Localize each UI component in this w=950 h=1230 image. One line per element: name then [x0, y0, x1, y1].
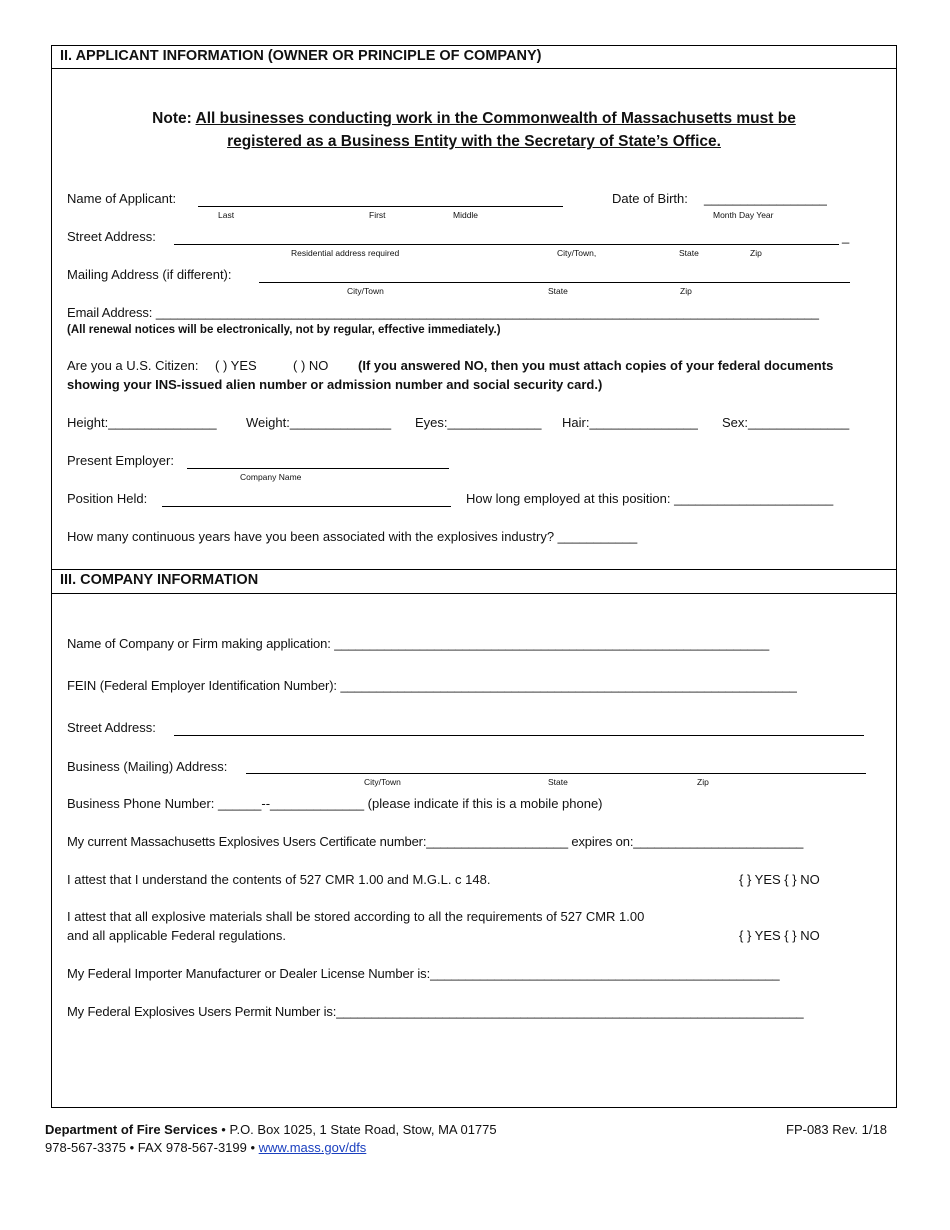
citizen-yes-checkbox[interactable]: ( ) YES: [215, 358, 257, 373]
how-long-field[interactable]: How long employed at this position: ______________________: [466, 491, 834, 506]
attest-1-text: I attest that I understand the contents of 527 CMR 1.00 and M.G.L. c 148.: [67, 872, 491, 887]
name-sub-middle: Middle: [453, 210, 479, 220]
street-sub-state: State: [679, 248, 699, 258]
eyes-field[interactable]: Eyes:_____________: [415, 415, 542, 430]
business-entity-note: [51, 107, 897, 153]
note-prefix: Note:: [152, 110, 196, 127]
business-phone-field[interactable]: Business Phone Number: ______--_____________ (please indicate if this is a mobile phone): [67, 796, 603, 811]
weight-field[interactable]: Weight:______________: [246, 415, 392, 430]
footer-phone-fax: 978-567-3375 • FAX 978-567-3199 •: [45, 1140, 259, 1155]
business-sub-city: City/Town: [364, 777, 401, 787]
importer-license-field[interactable]: My Federal Importer Manufacturer or Dealer License Number is:_________________________________________________: [67, 966, 780, 981]
street-address-field[interactable]: [174, 244, 839, 245]
employer-label: Present Employer:: [67, 453, 174, 468]
company-street-field[interactable]: [174, 735, 864, 736]
note-line-1: All businesses conducting work in the Commonwealth of Massachusetts must be: [195, 110, 796, 127]
citizen-label: Are you a U.S. Citizen:: [67, 358, 199, 373]
height-field[interactable]: Height:_______________: [67, 415, 217, 430]
users-permit-field[interactable]: My Federal Explosives Users Permit Number is:__________________________________________________________________: [67, 1004, 804, 1019]
employer-sub: Company Name: [240, 472, 302, 482]
mailing-address-field[interactable]: [259, 282, 850, 283]
form-id: FP-083 Rev. 1/18: [786, 1122, 887, 1137]
business-address-label: Business (Mailing) Address:: [67, 759, 228, 774]
position-field[interactable]: [162, 506, 451, 507]
business-address-field[interactable]: [246, 773, 866, 774]
mailing-sub-state: State: [548, 286, 568, 296]
street-address-label: Street Address:: [67, 229, 156, 244]
footer-contact: [45, 1140, 366, 1155]
section-3-top-divider: [51, 569, 897, 570]
footer-address: [45, 1122, 497, 1137]
street-address-tail: _: [842, 229, 850, 244]
street-sub-city: City/Town,: [557, 248, 597, 258]
attest-1-yes-no[interactable]: { } YES { } NO: [739, 872, 820, 887]
attest-2-yes-no[interactable]: { } YES { } NO: [739, 928, 820, 943]
business-sub-state: State: [548, 777, 568, 787]
section-2-divider: [51, 68, 897, 69]
section-3-divider: [51, 593, 897, 594]
note-line-2: registered as a Business Entity with the Secretary of State’s Office.: [227, 133, 721, 150]
company-name-field[interactable]: Name of Company or Firm making application: _____________________________________________________________: [67, 636, 770, 651]
applicant-name-label: Name of Applicant:: [67, 191, 177, 206]
attest-2-line-2: and all applicable Federal regulations.: [67, 928, 286, 943]
email-note: (All renewal notices will be electronically, not by regular, effective immediately.): [67, 324, 501, 336]
mailing-sub-city: City/Town: [347, 286, 384, 296]
street-sub-residential: Residential address required: [291, 248, 400, 258]
footer-address-text: • P.O. Box 1025, 1 State Road, Stow, MA 01775: [217, 1122, 497, 1137]
street-sub-zip: Zip: [750, 248, 762, 258]
citizen-note-line-2: showing your INS-issued alien number or admission number and social security card.): [67, 377, 603, 392]
dob-sub: Month Day Year: [713, 210, 774, 220]
mailing-sub-zip: Zip: [680, 286, 692, 296]
mailing-address-label: Mailing Address (if different):: [67, 267, 232, 282]
hair-field[interactable]: Hair:_______________: [562, 415, 698, 430]
certificate-number-field[interactable]: My current Massachusetts Explosives Users Certificate number:____________________ expires on:________________________: [67, 834, 804, 849]
business-sub-zip: Zip: [697, 777, 709, 787]
position-label: Position Held:: [67, 491, 148, 506]
section-3-title: III. COMPANY INFORMATION: [60, 572, 259, 588]
sex-field[interactable]: Sex:______________: [722, 415, 850, 430]
footer-dept: Department of Fire Services: [45, 1122, 218, 1137]
citizen-no-checkbox[interactable]: ( ) NO: [293, 358, 329, 373]
fein-field[interactable]: FEIN (Federal Employer Identification Number): ________________________________________________________________: [67, 678, 797, 693]
employer-field[interactable]: [187, 468, 449, 469]
dob-field[interactable]: _________________: [704, 191, 827, 206]
attest-2-line-1: I attest that all explosive materials shall be stored according to all the requirements of 527 CMR 1.00: [67, 909, 645, 924]
email-field[interactable]: Email Address: _____________________________________________________________________________________________: [67, 305, 819, 320]
dob-label: Date of Birth:: [612, 191, 688, 206]
name-sub-last: Last: [218, 210, 235, 220]
citizen-note-line-1: (If you answered NO, then you must attach copies of your federal documents: [358, 358, 834, 373]
section-2-title: II. APPLICANT INFORMATION (OWNER OR PRINCIPLE OF COMPANY): [60, 48, 542, 64]
footer-url-link[interactable]: www.mass.gov/dfs: [258, 1140, 367, 1155]
applicant-name-field[interactable]: [198, 206, 563, 207]
name-sub-first: First: [369, 210, 386, 220]
years-industry-field[interactable]: How many continuous years have you been associated with the explosives industry? ___________: [67, 529, 638, 544]
company-street-label: Street Address:: [67, 720, 156, 735]
